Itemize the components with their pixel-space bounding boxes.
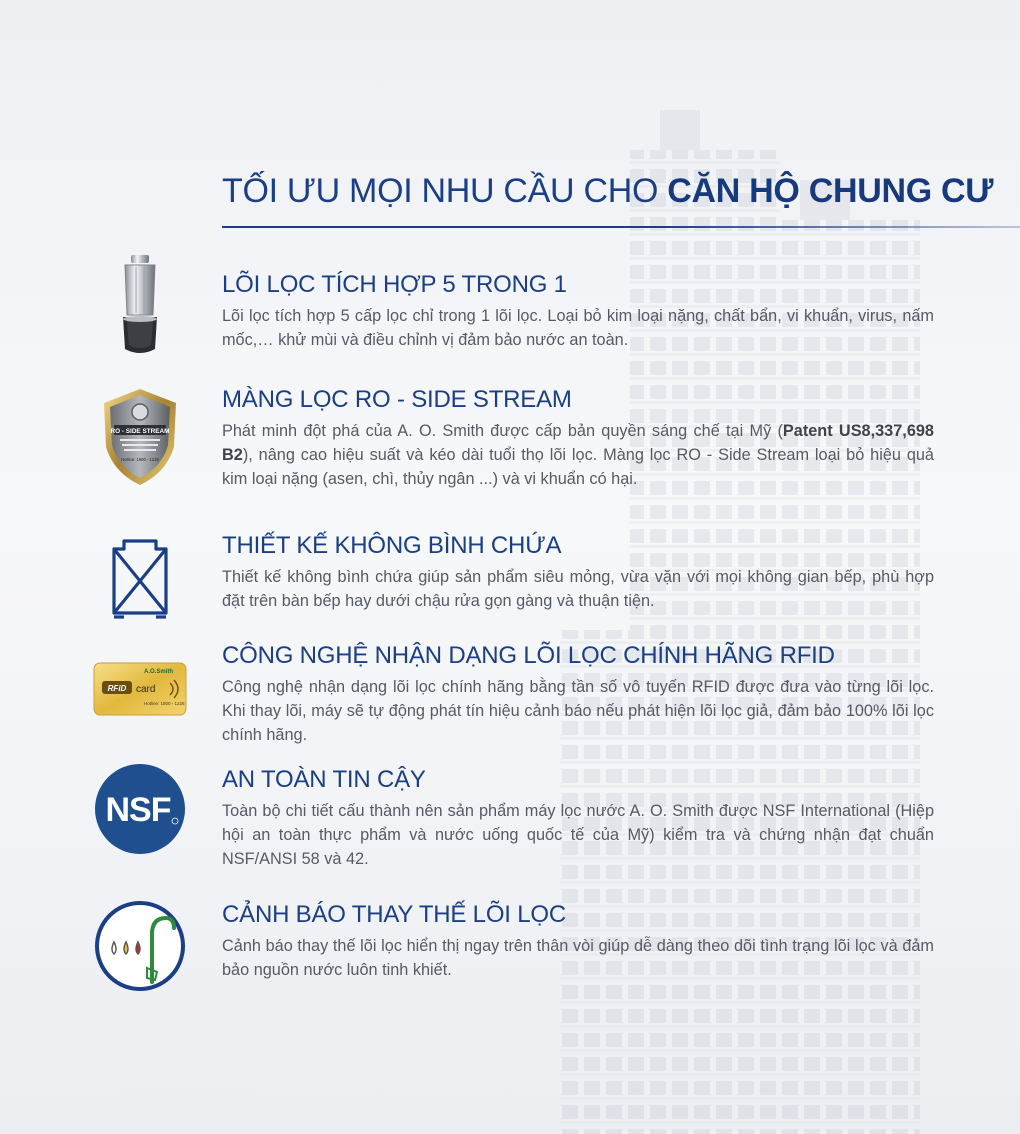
feature-description: Thiết kế không bình chứa giúp sản phẩm siêu mỏng, vừa vặn với mọi không gian bếp, phù hợp đặt trên bàn bếp hay dưới chậu rửa gọn gàng và thuận tiện. xyxy=(222,568,934,610)
headline-bold-text: CĂN HỘ CHUNG CƯ xyxy=(667,172,994,210)
card-rfid-label: RFiD xyxy=(107,684,127,693)
ro-side-stream-badge-icon xyxy=(92,382,188,492)
card-hotline: Hotline: 1800 - 1226 xyxy=(144,701,185,706)
feature-description: Lõi lọc tích hợp 5 cấp lọc chỉ trong 1 lõi lọc. Loại bỏ kim loại nặng, chất bẩn, vi khuẩn, virus, nấm mốc,… khử mùi và điều chỉnh vị đảm bảo nước an toàn. xyxy=(222,307,934,349)
rfid-card-icon xyxy=(92,634,188,744)
nsf-logo-icon xyxy=(92,754,188,864)
badge-hotline: Hotline: 1800 - 1226 xyxy=(121,457,159,462)
headline-normal-text: TỐI ƯU MỌI NHU CẦU CHO xyxy=(222,172,668,210)
feature-description: Công nghệ nhận dạng lõi lọc chính hãng bằng tần số vô tuyến RFID được đưa vào từng lõi lọc. Khi thay lõi, máy sẽ tự động phát tín hiệu cảnh báo nếu phát hiện lõi lọc giả, đảm bảo 100% lõi lọc chính hãng. xyxy=(222,678,934,744)
filter-cartridge-icon xyxy=(92,253,188,363)
feature-description: Cảnh báo thay thế lõi lọc hiển thị ngay trên thân vòi giúp dễ dàng theo dõi tình trạng lõi lọc và đảm bảo nguồn nước luôn tinh khiết. xyxy=(222,937,934,979)
desc-text-pre: Phát minh đột phá của A. O. Smith được cấp bản quyền sáng chế tại Mỹ ( xyxy=(222,422,783,440)
nsf-logo-text: NSF xyxy=(105,791,171,829)
badge-label: RO - SIDE STREAM xyxy=(110,428,170,435)
no-tank-icon xyxy=(92,522,188,632)
faucet-warning-icon xyxy=(92,891,188,1001)
feature-title: MÀNG LỌC RO - SIDE STREAM xyxy=(222,386,572,413)
feature-description: Toàn bộ chi tiết cấu thành nên sản phẩm máy lọc nước A. O. Smith được NSF International (Hiệp hội an toàn thực phẩm và nước uống quốc tế của Mỹ) kiểm tra và chứng nhận đạt chuẩn NSF/ANSI 58 và 42. xyxy=(222,802,934,868)
feature-description xyxy=(222,419,934,491)
patent-number: Patent US8,337,698 B2 xyxy=(222,422,934,464)
feature-title: LÕI LỌC TÍCH HỢP 5 TRONG 1 xyxy=(222,271,567,298)
feature-title: CÔNG NGHỆ NHẬN DẠNG LÕI LỌC CHÍNH HÃNG RFID xyxy=(222,642,835,669)
page-headline xyxy=(222,172,993,211)
headline-divider xyxy=(222,226,1020,228)
feature-title: AN TOÀN TIN CẬY xyxy=(222,766,426,793)
card-brand: A.O.Smith xyxy=(144,669,174,675)
feature-title: CẢNH BÁO THAY THẾ LÕI LỌC xyxy=(222,901,566,928)
feature-title: THIẾT KẾ KHÔNG BÌNH CHỨA xyxy=(222,532,562,559)
card-word: card xyxy=(136,684,156,695)
desc-text-post: ), nâng cao hiệu suất và kéo dài tuổi thọ lõi lọc. Màng lọc RO - Side Stream loại bỏ hiệu quả kim loại nặng (asen, chì, thủy ngân ...) và vi khuẩn có hại. xyxy=(222,446,934,488)
